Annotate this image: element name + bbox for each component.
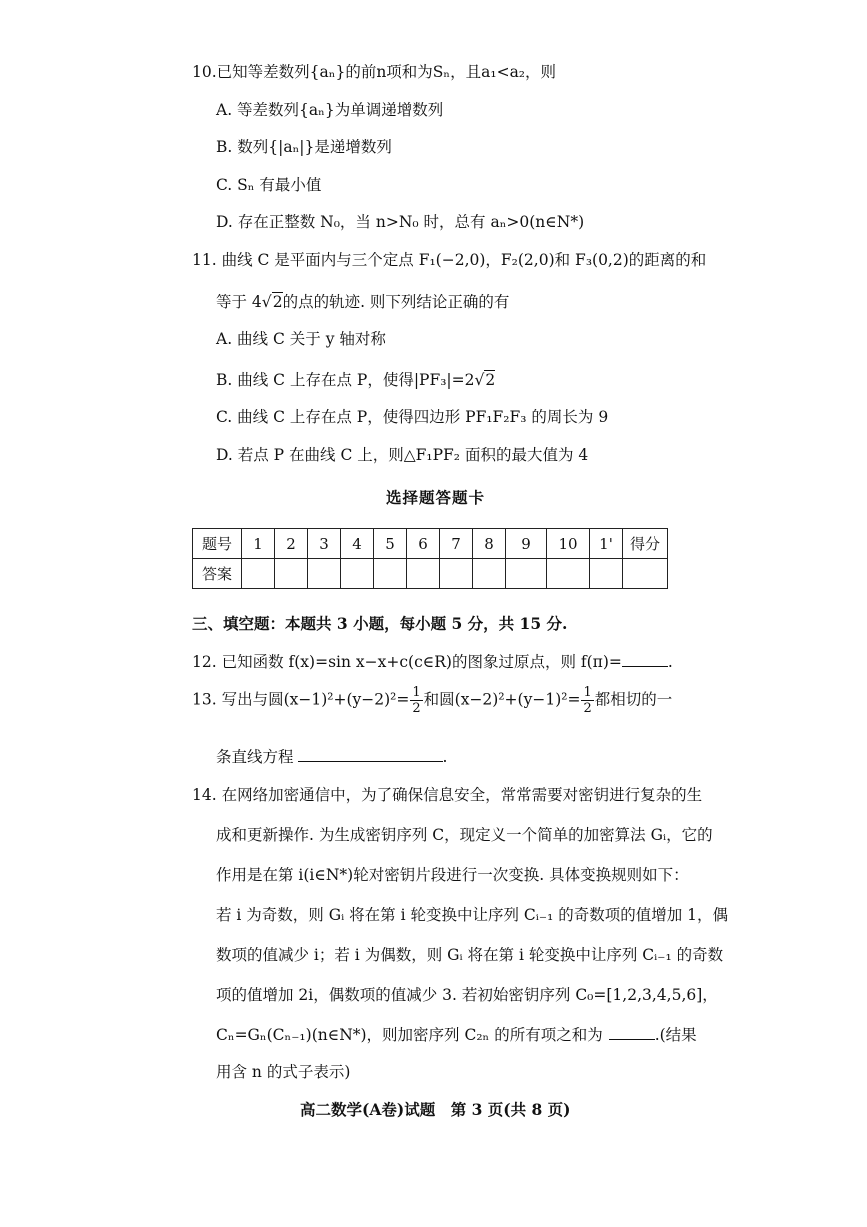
answer-cell — [242, 559, 275, 589]
question-number: 8 — [473, 529, 506, 559]
q11-option-c: C. 曲线 C 上存在点 P，使得四边形 PF₁F₂F₃ 的周长为 9 — [216, 408, 609, 426]
fraction-numerator: 1 — [583, 685, 592, 700]
q11-option-b-text: B. 曲线 C 上存在点 P，使得|PF₃|=2 — [216, 371, 475, 389]
q11-stem-line2 — [216, 290, 509, 312]
answer-card-header-row — [193, 529, 668, 559]
fraction-denominator: 2 — [583, 701, 592, 716]
q10-option-c: C. Sₙ 有最小值 — [216, 176, 322, 194]
q14-line8: 用含 n 的式子表示) — [216, 1063, 351, 1081]
q14-line2: 成和更新操作. 为生成密钥序列 C，现定义一个简单的加密算法 Gᵢ，它的 — [216, 826, 713, 844]
q13-end: . — [442, 748, 448, 766]
answer-card-table — [192, 528, 668, 589]
fraction-denominator: 2 — [412, 701, 421, 716]
q12-end: . — [667, 653, 673, 671]
q14-line7-end: .(结果 — [654, 1026, 697, 1044]
q14-line6: 项的值增加 2i，偶数项的值减少 3. 若初始密钥序列 C₀=[1,2,3,4,5,6]， — [216, 986, 718, 1004]
question-number: 1 — [242, 529, 275, 559]
q11-stem-line1: 11. 曲线 C 是平面内与三个定点 F₁(−2,0)，F₂(2,0)和 F₃(0,2)的距离的和 — [192, 251, 707, 269]
question-number: 4 — [341, 529, 374, 559]
question-number: 5 — [374, 529, 407, 559]
q10-option-b: B. 数列{|aₙ|}是递增数列 — [216, 138, 392, 156]
q14-line4: 若 i 为奇数，则 Gᵢ 将在第 i 轮变换中让序列 Cᵢ₋₁ 的奇数项的值增加 1，偶 — [216, 906, 728, 924]
answer-cell — [590, 559, 623, 589]
q13-answer-blank — [298, 747, 443, 762]
answer-cell — [440, 559, 473, 589]
fraction-numerator: 1 — [412, 685, 421, 700]
answer-cell — [308, 559, 341, 589]
q11-option-a: A. 曲线 C 关于 y 轴对称 — [216, 330, 386, 348]
q13-part1: 13. 写出与圆(x−1)²+(y−2)²= — [192, 690, 410, 709]
q11-option-b-radicand: 2 — [485, 371, 496, 389]
q10-option-d: D. 存在正整数 N₀，当 n>N₀ 时，总有 aₙ>0(n∈N*) — [216, 213, 585, 231]
q11-option-d: D. 若点 P 在曲线 C 上，则△F₁PF₂ 面积的最大值为 4 — [216, 446, 589, 464]
q14-line3: 作用是在第 i(i∈N*)轮对密钥片段进行一次变换. 具体变换规则如下： — [216, 866, 689, 884]
q13-part3: 都相切的一 — [594, 690, 673, 709]
q13-line2-text: 条直线方程 — [216, 748, 294, 766]
answer-cell — [341, 559, 374, 589]
q13-fraction-2 — [581, 686, 593, 715]
q12-stem — [192, 650, 673, 672]
sqrt-symbol: √ — [261, 293, 272, 311]
q14-line5: 数项的值减少 i；若 i 为偶数，则 Gᵢ 将在第 i 轮变换中让序列 Cᵢ₋₁ 的奇数 — [216, 946, 724, 964]
section-3-heading: 三、填空题：本题共 3 小题，每小题 5 分，共 15 分. — [192, 614, 568, 633]
answer-cell — [547, 559, 590, 589]
question-number: 9 — [506, 529, 547, 559]
answer-label: 答案 — [193, 559, 242, 589]
header-label: 题号 — [193, 529, 242, 559]
question-number: 1' — [590, 529, 623, 559]
q13-part2: 和圆(x−2)²+(y−1)²= — [423, 690, 581, 709]
answer-cell — [374, 559, 407, 589]
q14-line7 — [216, 1023, 697, 1045]
question-number: 3 — [308, 529, 341, 559]
q14-line1: 14. 在网络加密通信中，为了确保信息安全，常常需要对密钥进行复杂的生 — [192, 786, 703, 804]
page-footer: 高二数学(A卷)试题 第 3 页(共 8 页) — [300, 1100, 571, 1119]
question-number: 10 — [547, 529, 590, 559]
answer-cell — [473, 559, 506, 589]
question-number: 2 — [275, 529, 308, 559]
q14-line7-text: Cₙ=Gₙ(Cₙ₋₁)(n∈N*)，则加密序列 C₂ₙ 的所有项之和为 — [216, 1026, 603, 1044]
answer-cell — [506, 559, 547, 589]
q14-answer-blank — [609, 1025, 655, 1040]
question-number: 7 — [440, 529, 473, 559]
q10-stem: 10.已知等差数列{aₙ}的前n项和为Sₙ，且a₁<a₂，则 — [192, 63, 557, 81]
q10-option-a: A. 等差数列{aₙ}为单调递增数列 — [216, 101, 444, 119]
q12-answer-blank — [622, 652, 668, 667]
q11-option-b — [216, 368, 495, 390]
q11-radicand: 2 — [272, 293, 283, 311]
answer-card-title: 选择题答题卡 — [386, 488, 486, 507]
score-label: 得分 — [623, 529, 668, 559]
q13-stem-line2 — [216, 745, 447, 767]
q12-text: 12. 已知函数 f(x)=sin x−x+c(c∈R)的图象过原点，则 f(π)= — [192, 653, 622, 671]
score-cell — [623, 559, 668, 589]
q13-stem-line1 — [192, 686, 672, 715]
q11-stem-text-b: 的点的轨迹. 则下列结论正确的有 — [282, 293, 510, 311]
q11-stem-text-a: 等于 4 — [216, 293, 262, 311]
question-number: 6 — [407, 529, 440, 559]
answer-cell — [275, 559, 308, 589]
q13-fraction-1 — [410, 686, 422, 715]
answer-card-answer-row — [193, 559, 668, 589]
answer-cell — [407, 559, 440, 589]
sqrt-symbol: √ — [474, 371, 485, 389]
